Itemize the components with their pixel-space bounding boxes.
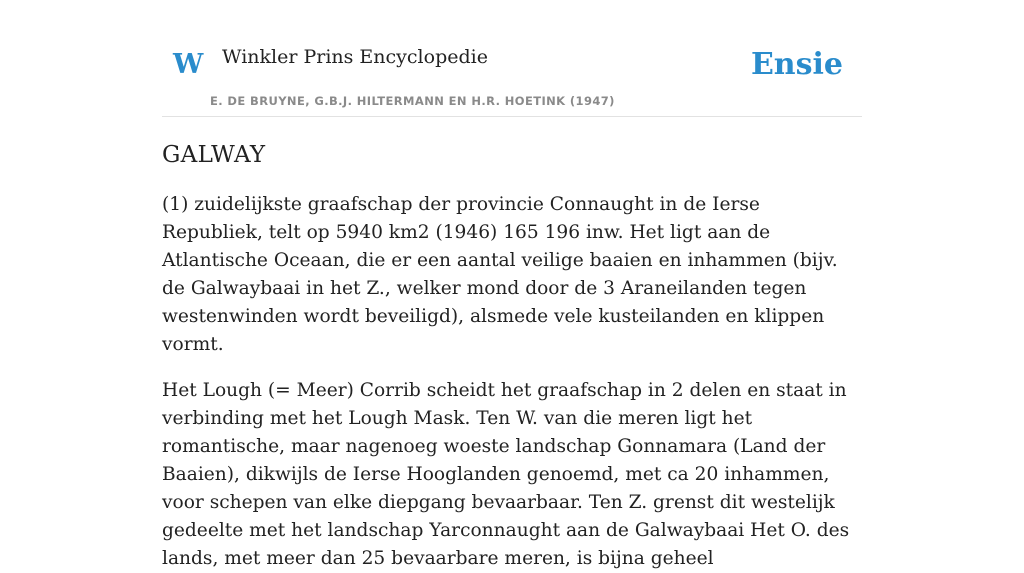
site-logo[interactable]: Ensie <box>750 47 843 82</box>
header <box>162 0 862 117</box>
article <box>162 140 862 573</box>
publication-logo[interactable]: W <box>173 49 204 80</box>
publication-authors: E. DE BRUYNE, G.B.J. HILTERMANN EN H.R. HOETINK (1947) <box>210 94 615 108</box>
publication-title[interactable]: Winkler Prins Encyclopedie <box>222 46 488 68</box>
article-headword: GALWAY <box>162 142 266 168</box>
article-paragraph: (1) zuidelijkste graafschap der provincie Connaught in de Ierse Republiek, telt op 5940 km2 (1946) 165 196 inw. Het ligt aan de Atlantische Oceaan, die er een aantal veilige baaien en inhammen (bijv. de Galwaybaai in het Z., welker mond door de 3 Araneilanden tegen westenwinden wordt beveiligd), alsmede vele kusteilanden en klippen vormt. <box>162 194 838 355</box>
article-paragraph: Het Lough (= Meer) Corrib scheidt het graafschap in 2 delen en staat in verbinding met het Lough Mask. Ten W. van die meren ligt het romantische, maar nagenoeg woeste landschap Gonnamara (Land der Baaien), dikwijls de Ierse Hooglanden genoemd, met ca 20 inhammen, voor schepen van elke diepgang bevaarbaar. Ten Z. grenst dit westelijk gedeelte met het landschap Yarconnaught aan de Galwaybaai Het O. des lands, met meer dan 25 bevaarbare meren, is bijna geheel <box>162 380 850 569</box>
